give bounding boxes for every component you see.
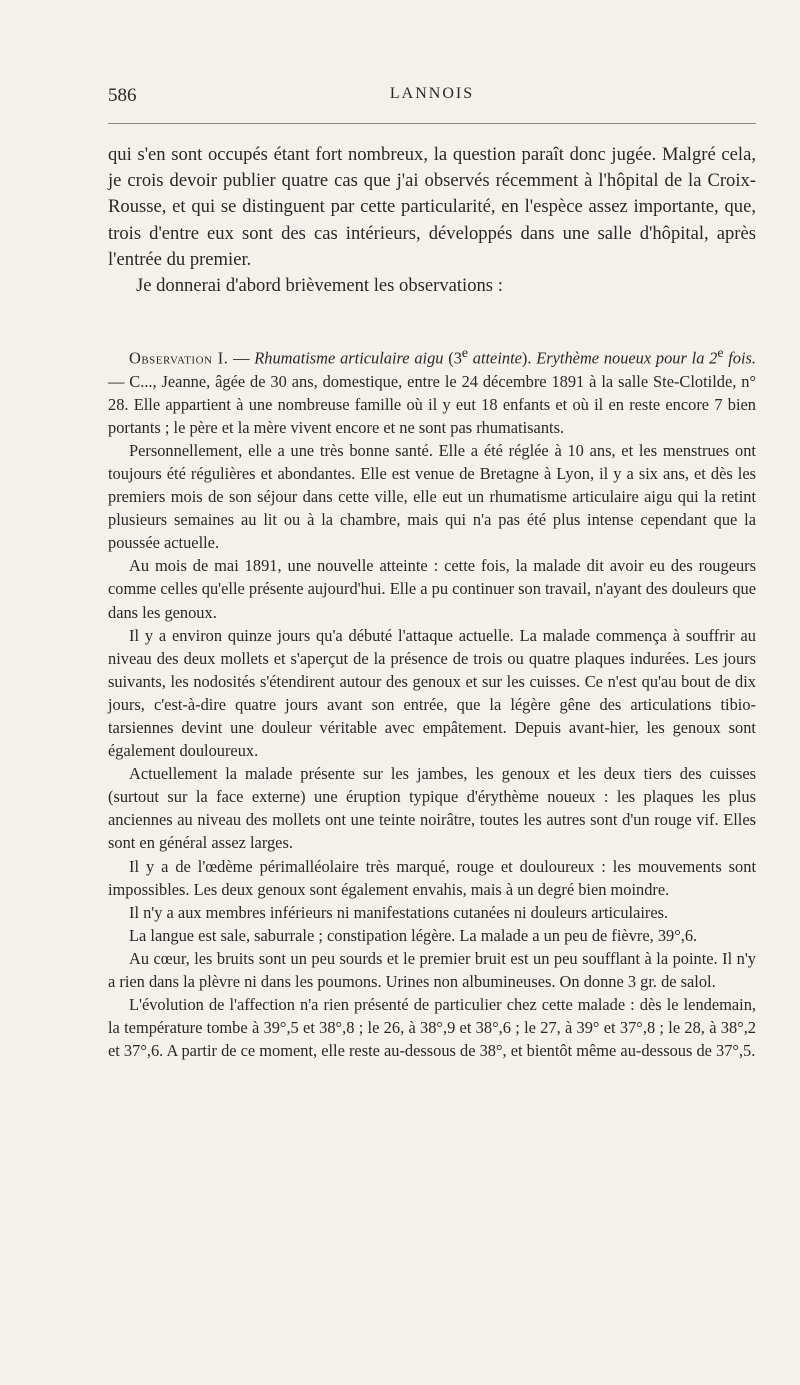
observation-paragraph: Il y a de l'œdème périmalléolaire très marqué, rouge et douloureux : les mouvements sont impossibles. Les deux genoux sont également envahis, mais à un degré bien moindre. xyxy=(108,856,756,899)
observation-title-sup: e xyxy=(461,345,468,360)
observation-paragraph: Il y a environ quinze jours qu'a débuté l'attaque actuelle. La malade commença à souffrir au niveau des deux mollets et s'aperçut de la présence de trois ou quatre plaques indurées. Les jours suivants, les nodosités s'étendirent autour des genoux et sur les cuisses. Ce n'est qu'au bout de dix jours, c'est-à-dire quatre jours avant son entrée, que la légère gêne des articulations tibio-tarsiennes devint une douleur véritable avec empâtement. Depuis avant-hier, les genoux sont également douloureux. xyxy=(108,625,756,761)
observation-section xyxy=(108,341,756,1062)
observation-title-sup-2: e xyxy=(717,345,724,360)
observation-paragraph: Il n'y a aux membres inférieurs ni manifestations cutanées ni douleurs articulaires. xyxy=(129,902,669,922)
observation-title-erytheme: Erythème noueux pour la 2 xyxy=(536,348,718,368)
observation-title-number: (3 xyxy=(443,348,462,368)
intro-paragraph: qui s'en sont occupés étant fort nombreux, la question paraît donc jugée. Malgré cela, je crois devoir publier quatre cas que j'ai observés récemment à l'hôpital de la Croix-Rousse, et qui se distinguent par cette particularité, en l'espèce assez importante, que, trois d'entre eux sont des cas intérieurs, développés dans une salle d'hôpital, après l'entrée du premier. xyxy=(108,144,756,270)
observation-paragraph: La langue est sale, saburrale ; constipation légère. La malade a un peu de fièvre, 39°,6. xyxy=(129,925,698,945)
observation-paragraph: Personnellement, elle a une très bonne santé. Elle a été réglée à 10 ans, et les menstrues ont toujours été régulières et abondantes. Elle est venue de Bretagne à Lyon, il y a six ans, et dès les premiers mois de son séjour dans cette ville, elle eut un rhumatisme articulaire aigu qui la retint plusieurs semaines au lit ou à la chambre, mais qui n'a pas été plus intense cependant que la poussée actuelle. xyxy=(108,440,756,553)
page-header xyxy=(108,85,756,111)
observation-dash: — xyxy=(228,348,255,368)
observation-paragraph: Actuellement la malade présente sur les jambes, les genoux et les deux tiers des cuisses (surtout sur la face externe) une éruption typique d'érythème noueux : les plaques les plus anciennes au niveau des mollets ont une teinte noirâtre, toutes les autres sont d'un rouge vif. Elles sont en général assez larges. xyxy=(108,764,756,853)
running-head: LANNOIS xyxy=(389,85,475,102)
observation-intro-text: — C..., Jeanne, âgée de 30 ans, domestique, entre le 24 décembre 1891 à la salle Ste-Clotilde, n° 28. Elle appartient à une nombreuse famille où il y eut 18 enfants et où il en reste encore 7 bien portants ; le père et la mère vivent encore et ne sont pas rhumatisants. xyxy=(108,371,756,437)
observation-title-atteinte: atteinte xyxy=(467,348,522,368)
observation-paragraph: Au mois de mai 1891, une nouvelle atteinte : cette fois, la malade dit avoir eu des rougeurs comme celles qu'elle présente aujourd'hui. Elle a pu continuer son travail, n'ayant des douleurs que dans les genoux. xyxy=(108,556,756,622)
observation-paragraph: L'évolution de l'affection n'a rien présenté de particulier chez cette malade : dès le lendemain, la température tombe à 39°,5 et 38°,8 ; le 26, à 38°,9 et 38°,6 ; le 27, à 39° et 37°,8 ; le 28, à 38°,2 et 37°,6. A partir de ce moment, elle reste au-dessous de 38°, et bientôt même au-dessous de 37°,5. xyxy=(108,995,756,1061)
observation-label: Observation I. xyxy=(129,348,229,368)
observation-title-fois: fois. xyxy=(723,348,756,368)
observation-heading-paragraph xyxy=(108,341,756,439)
intro-announcement: Je donnerai d'abord brièvement les observations : xyxy=(136,275,503,297)
observation-paragraph: Au cœur, les bruits sont un peu sourds et le premier bruit est un peu soufflant à la pointe. Il n'y a rien dans la plèvre ni dans les poumons. Urines non albumineuses. On donne 3 gr. de salol. xyxy=(108,948,756,991)
header-rule xyxy=(108,123,756,124)
observation-title-close: ). xyxy=(521,348,537,368)
observation-title-diagnosis: Rhumatisme articulaire aigu xyxy=(254,348,444,368)
intro-section xyxy=(108,142,756,299)
page-number: 586 xyxy=(108,85,137,106)
